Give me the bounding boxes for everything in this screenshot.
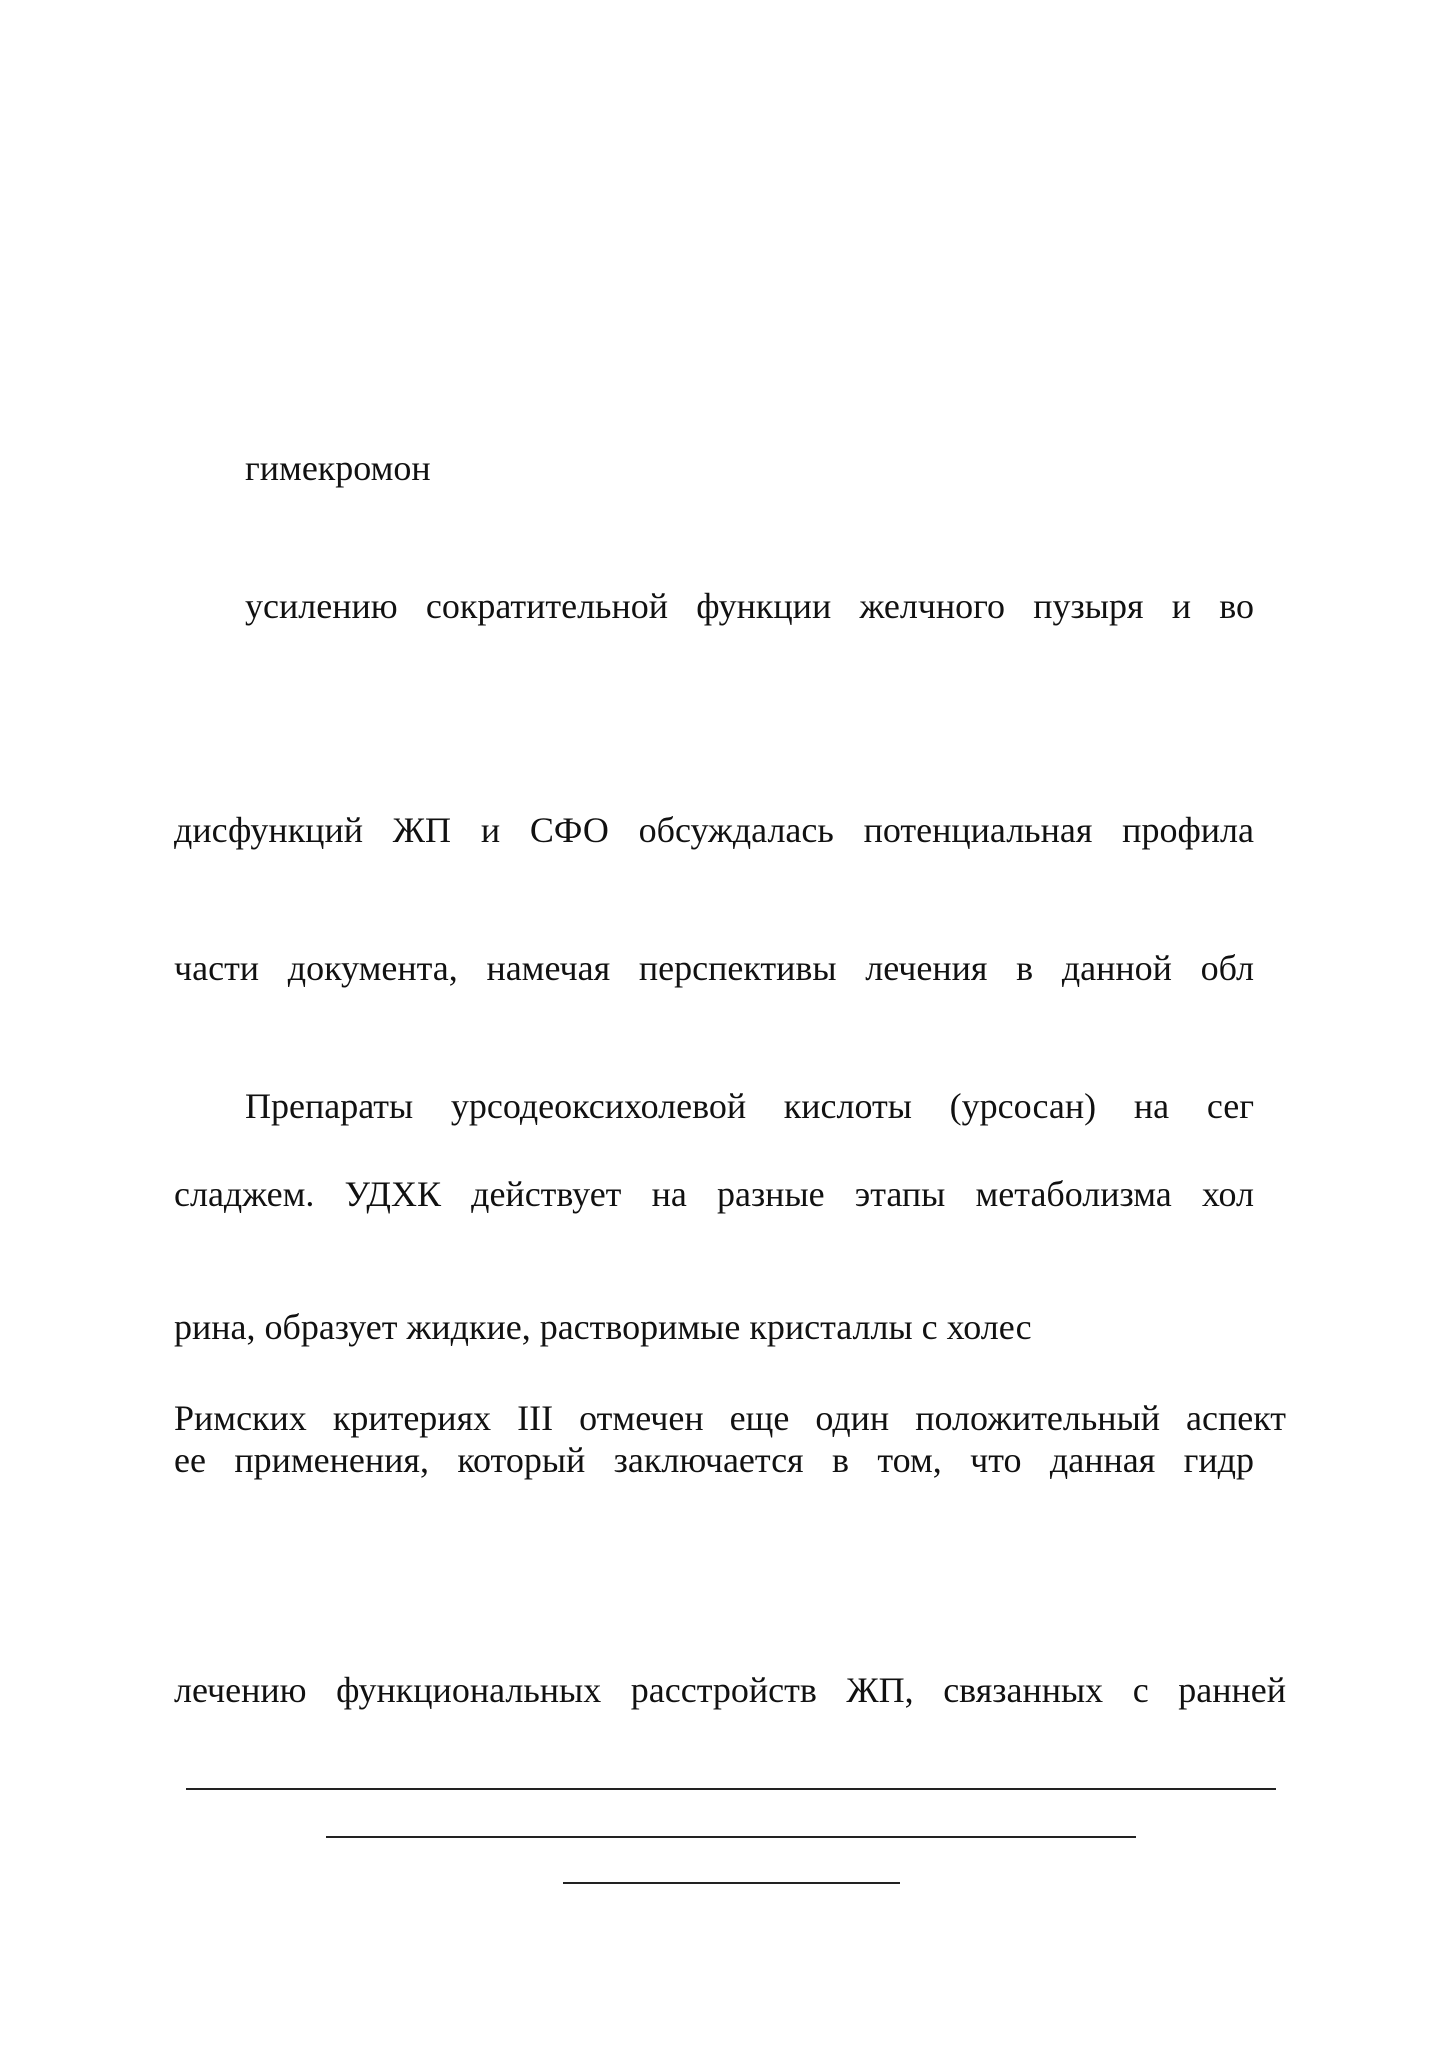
text-line-2: усилению сократительной функции желчного пузыря и во: [245, 586, 1254, 626]
text-line-3: дисфункций ЖП и СФО обсуждалась потенциальная профила: [174, 810, 1254, 850]
text-line-7: рина, образует жидкие, растворимые кристаллы с холес: [174, 1307, 1032, 1347]
text-line-10: лечению функциональных расстройств ЖП, связанных с ранней: [174, 1670, 1286, 1710]
text-line-8: Римских критериях III отмечен еще один положительный аспект: [174, 1398, 1286, 1438]
horizontal-rule-medium: [326, 1836, 1136, 1838]
text-line-4: части документа, намечая перспективы лечения в данной обл: [174, 948, 1254, 988]
text-line-6: сладжем. УДХК действует на разные этапы метаболизма хол: [174, 1174, 1254, 1214]
text-line-9: ее применения, который заключается в том, что данная гидр: [174, 1440, 1254, 1480]
horizontal-rule-long: [186, 1788, 1276, 1790]
text-line-5: Препараты урсодеоксихолевой кислоты (урсосан) на сег: [245, 1086, 1254, 1126]
text-line-1: гимекромон: [245, 448, 431, 488]
horizontal-rule-short: [563, 1882, 900, 1884]
